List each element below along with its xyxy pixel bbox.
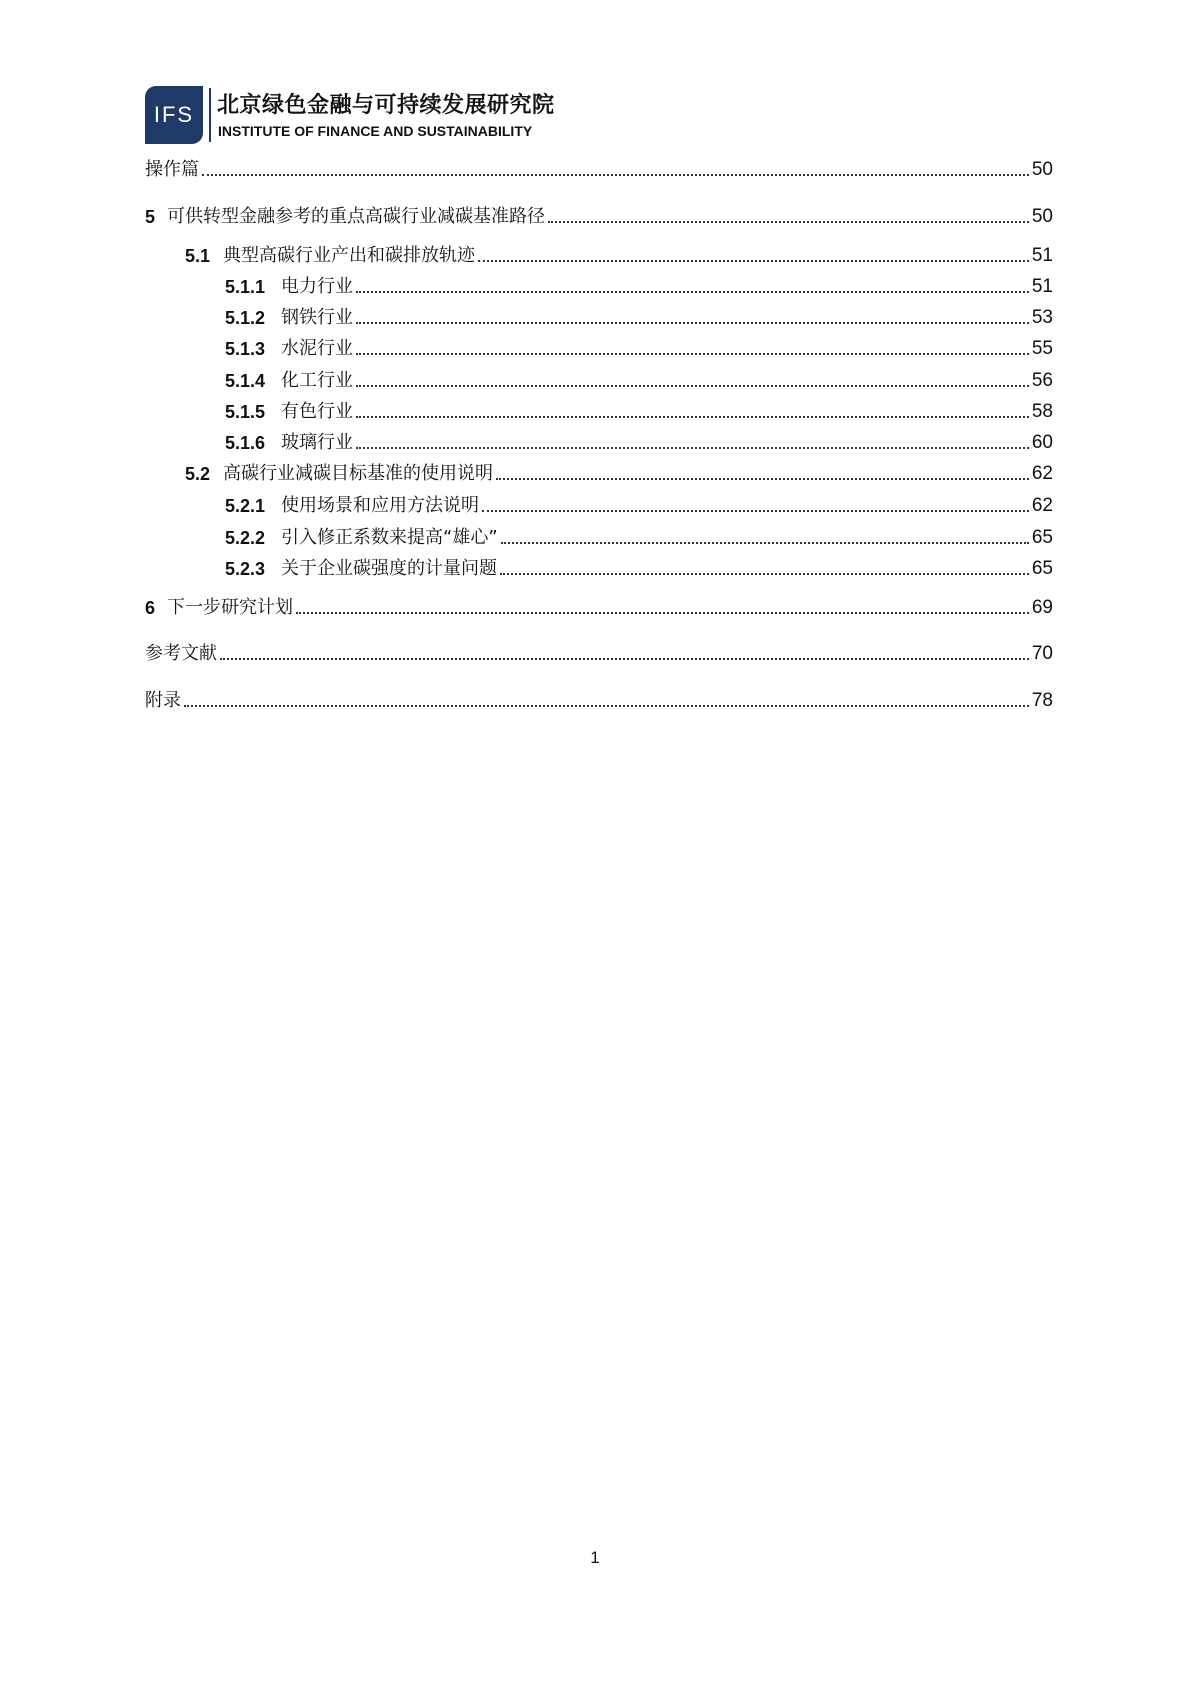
- toc-entry-page: 60: [1031, 432, 1053, 453]
- toc-entry-5-2-1[interactable]: [145, 493, 1053, 519]
- toc-entry-number: 5.2: [185, 464, 211, 484]
- toc-entry-title: 玻璃行业: [281, 432, 353, 453]
- dot-leader: [500, 573, 1029, 575]
- toc-entry-number: 6: [145, 598, 156, 618]
- dot-leader: [184, 705, 1029, 707]
- toc-entry-title: 操作篇: [145, 159, 199, 180]
- toc-entry-number: 5.1: [185, 246, 211, 266]
- org-name-cn: 北京绿色金融与可持续发展研究院: [217, 93, 555, 118]
- dot-leader: [548, 221, 1029, 223]
- toc-entry-title: 典型高碳行业产出和碳排放轨迹: [223, 245, 475, 266]
- dot-leader: [478, 260, 1029, 262]
- toc-entry-title: 关于企业碳强度的计量问题: [281, 558, 497, 579]
- toc-entry-title: 参考文献: [145, 643, 217, 664]
- toc-entry-number: 5.1.2: [225, 308, 266, 328]
- dot-leader: [356, 385, 1029, 387]
- toc-entry-page: 51: [1031, 245, 1053, 266]
- dot-leader: [356, 322, 1029, 324]
- toc-entry-title: 化工行业: [281, 370, 353, 391]
- dot-leader: [501, 542, 1029, 544]
- toc-entry-5-2-3[interactable]: [145, 556, 1053, 582]
- toc-entry-5-2[interactable]: [145, 461, 1053, 487]
- toc-entry-page: 62: [1031, 495, 1053, 516]
- toc-entry-title: 水泥行业: [281, 338, 353, 359]
- logo-divider: [209, 88, 211, 142]
- toc-entry-title: 引入修正系数来提高“雄心”: [281, 527, 498, 548]
- toc-entry-page: 70: [1031, 643, 1053, 664]
- toc-entry-page: 51: [1031, 276, 1053, 297]
- toc-entry-page: 55: [1031, 338, 1053, 359]
- toc-entry-operations[interactable]: [145, 157, 1053, 183]
- dot-leader: [356, 353, 1029, 355]
- toc-entry-5-1-3[interactable]: [145, 336, 1053, 362]
- toc-entry-title: 电力行业: [281, 276, 353, 297]
- toc-entry-chapter-6[interactable]: [145, 595, 1053, 621]
- toc-entry-number: 5: [145, 207, 156, 227]
- toc-entry-title: 可供转型金融参考的重点高碳行业减碳基准路径: [167, 206, 545, 227]
- dot-leader: [356, 416, 1029, 418]
- dot-leader: [202, 174, 1029, 176]
- toc-entry-number: 5.1.4: [225, 371, 266, 391]
- toc-entry-number: 5.1.6: [225, 433, 266, 453]
- toc-entry-5-1-6[interactable]: [145, 430, 1053, 456]
- toc-entry-page: 65: [1031, 558, 1053, 579]
- toc-entry-title: 钢铁行业: [281, 307, 353, 328]
- toc-entry-title: 有色行业: [281, 401, 353, 422]
- toc-entry-5-1-5[interactable]: [145, 399, 1053, 425]
- toc-entry-chapter-5[interactable]: [145, 204, 1053, 230]
- page-header: [145, 86, 745, 144]
- toc-entry-references[interactable]: [145, 641, 1053, 667]
- dot-leader: [356, 291, 1029, 293]
- toc-entry-number: 5.1.3: [225, 339, 266, 359]
- toc-entry-title: 附录: [145, 690, 181, 711]
- dot-leader: [496, 478, 1029, 480]
- toc-entry-page: 53: [1031, 307, 1053, 328]
- toc-entry-number: 5.1.1: [225, 277, 266, 297]
- toc-entry-page: 65: [1031, 527, 1053, 548]
- toc-entry-page: 62: [1031, 463, 1053, 484]
- toc-entry-5-2-2[interactable]: [145, 525, 1053, 551]
- toc-entry-page: 50: [1031, 206, 1053, 227]
- logo-text: IFS: [153, 102, 195, 127]
- toc-entry-page: 56: [1031, 370, 1053, 391]
- toc-entry-5-1[interactable]: [145, 243, 1053, 269]
- toc-entry-number: 5.1.5: [225, 402, 266, 422]
- dot-leader: [356, 447, 1029, 449]
- org-name-en: INSTITUTE OF FINANCE AND SUSTAINABILITY: [218, 123, 533, 139]
- ifs-logo: [145, 86, 203, 144]
- page-number: 1: [590, 1548, 600, 1567]
- toc-entry-title: 高碳行业减碳目标基准的使用说明: [223, 463, 493, 484]
- dot-leader: [482, 510, 1029, 512]
- toc-entry-number: 5.2.1: [225, 496, 266, 516]
- toc-entry-5-1-1[interactable]: [145, 274, 1053, 300]
- toc-entry-appendix[interactable]: [145, 688, 1053, 714]
- toc-entry-title: 下一步研究计划: [167, 597, 293, 618]
- toc-entry-page: 78: [1031, 690, 1053, 711]
- toc-entry-number: 5.2.2: [225, 528, 266, 548]
- dot-leader: [220, 658, 1029, 660]
- dot-leader: [296, 612, 1029, 614]
- toc-entry-page: 69: [1031, 597, 1053, 618]
- toc-entry-number: 5.2.3: [225, 559, 266, 579]
- toc-entry-page: 58: [1031, 401, 1053, 422]
- toc-entry-title: 使用场景和应用方法说明: [281, 495, 479, 516]
- toc-entry-page: 50: [1031, 159, 1053, 180]
- toc-entry-5-1-4[interactable]: [145, 368, 1053, 394]
- toc-entry-5-1-2[interactable]: [145, 305, 1053, 331]
